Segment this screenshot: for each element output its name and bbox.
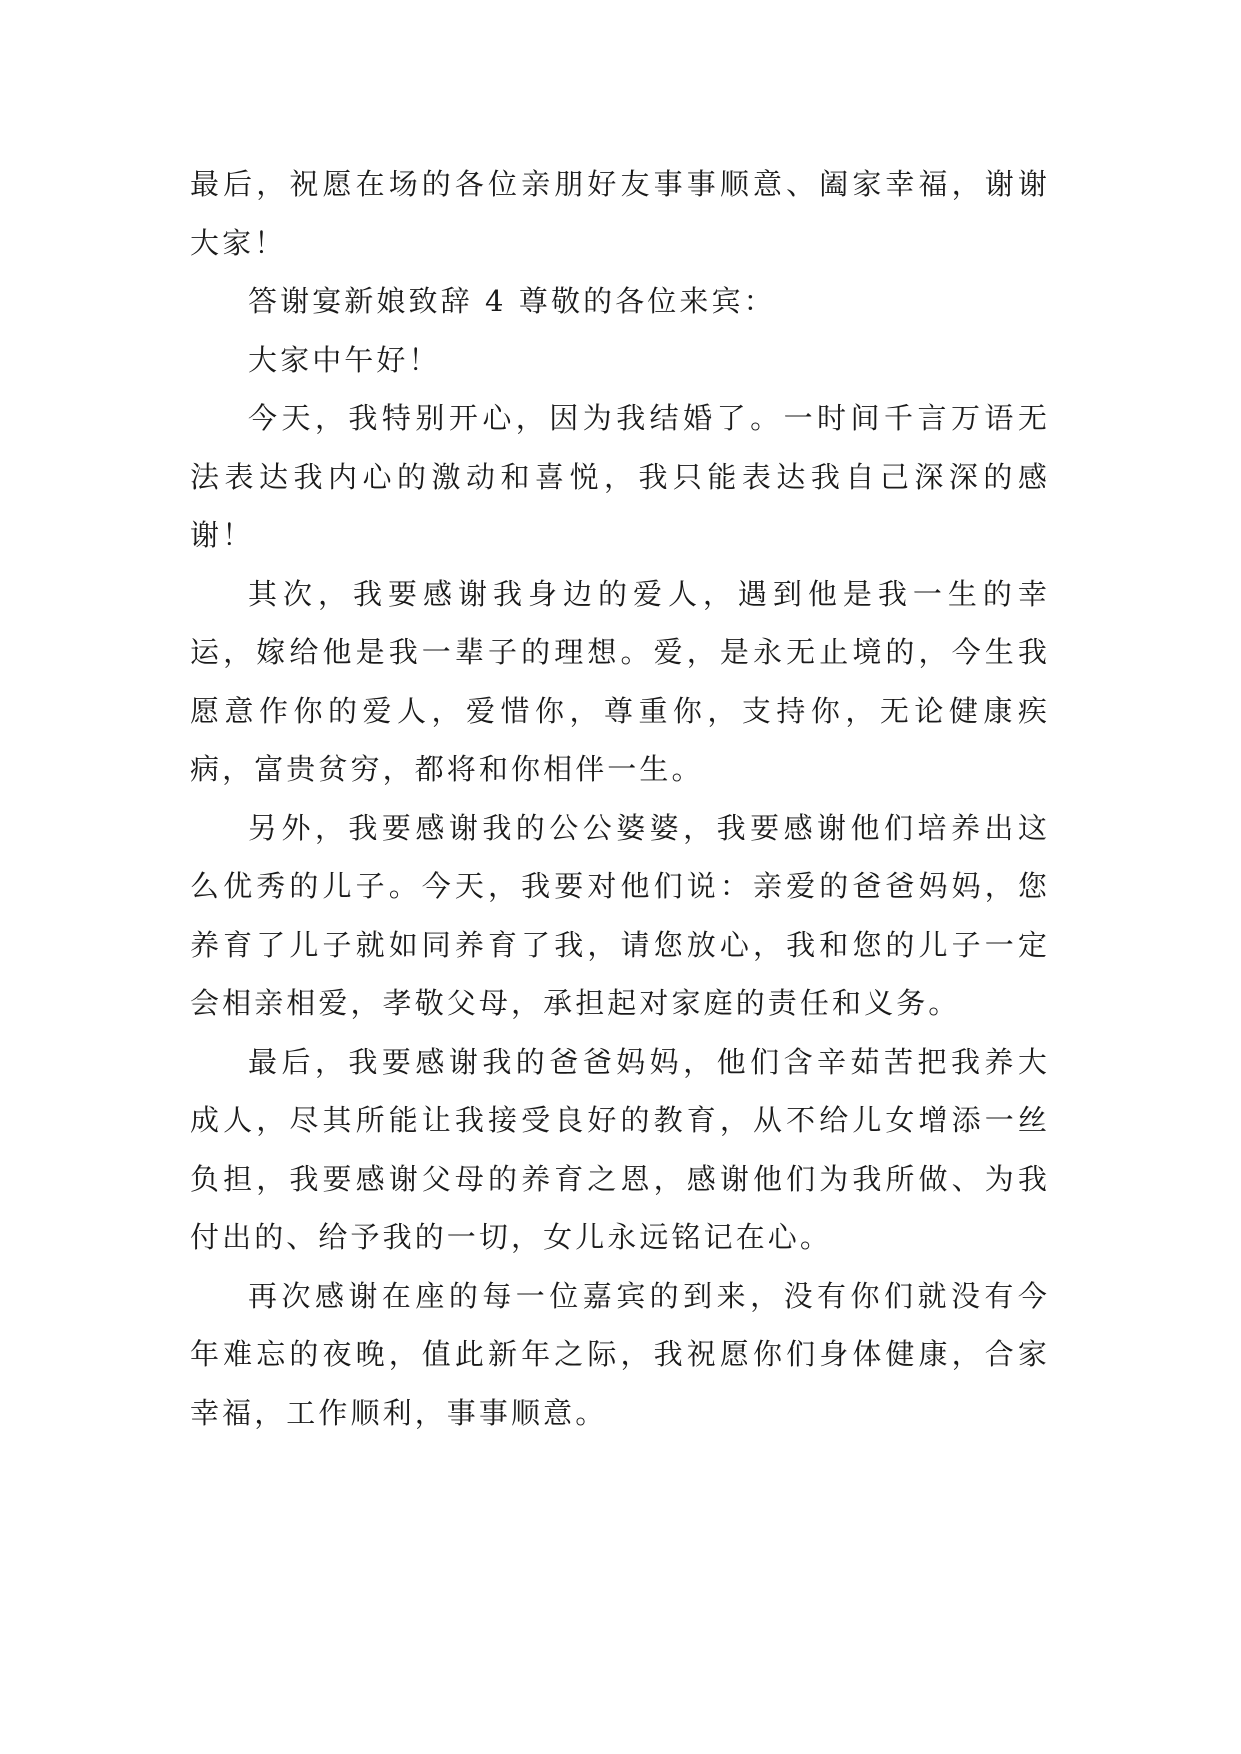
paragraph-speech-title-greeting: 答谢宴新娘致辞 4 尊敬的各位来宾： <box>248 284 776 318</box>
paragraph-thanks-guests: 再次感谢在座的每一位嘉宾的到来，没有你们就没有今年难忘的夜晚，值此新年之际，我祝愿你们身体健康，合家幸福，工作顺利，事事顺意。 <box>190 1278 1050 1430</box>
paragraph-good-afternoon: 大家中午好！ <box>248 342 441 377</box>
paragraph-closing-wishes: 最后，祝愿在场的各位亲朋好友事事顺意、阖家幸福，谢谢大家！ <box>190 167 1050 260</box>
paragraph-happiness: 今天，我特别开心，因为我结婚了。一时间千言万语无法表达我内心的激动和喜悦，我只能表达我自己深深的感谢！ <box>190 401 1050 552</box>
document-body <box>190 155 1050 1442</box>
paragraph-thanks-in-laws: 另外，我要感谢我的公公婆婆，我要感谢他们培养出这么优秀的儿子。今天，我要对他们说：亲爱的爸爸妈妈，您养育了儿子就如同养育了我，请您放心，我和您的儿子一定会相亲相爱，孝敬父母，承担起对家庭的责任和义务。 <box>190 810 1050 1020</box>
paragraph-thanks-spouse: 其次，我要感谢我身边的爱人，遇到他是我一生的幸运，嫁给他是我一辈子的理想。爱，是永无止境的，今生我愿意作你的爱人，爱惜你，尊重你，支持你，无论健康疾病，富贵贫穷，都将和你相伴一生。 <box>190 576 1050 786</box>
paragraph-thanks-parents: 最后，我要感谢我的爸爸妈妈，他们含辛茹苦把我养大成人，尽其所能让我接受良好的教育，从不给儿女增添一丝负担，我要感谢父母的养育之恩，感谢他们为我所做、为我付出的、给予我的一切，女儿永远铭记在心。 <box>190 1044 1050 1254</box>
